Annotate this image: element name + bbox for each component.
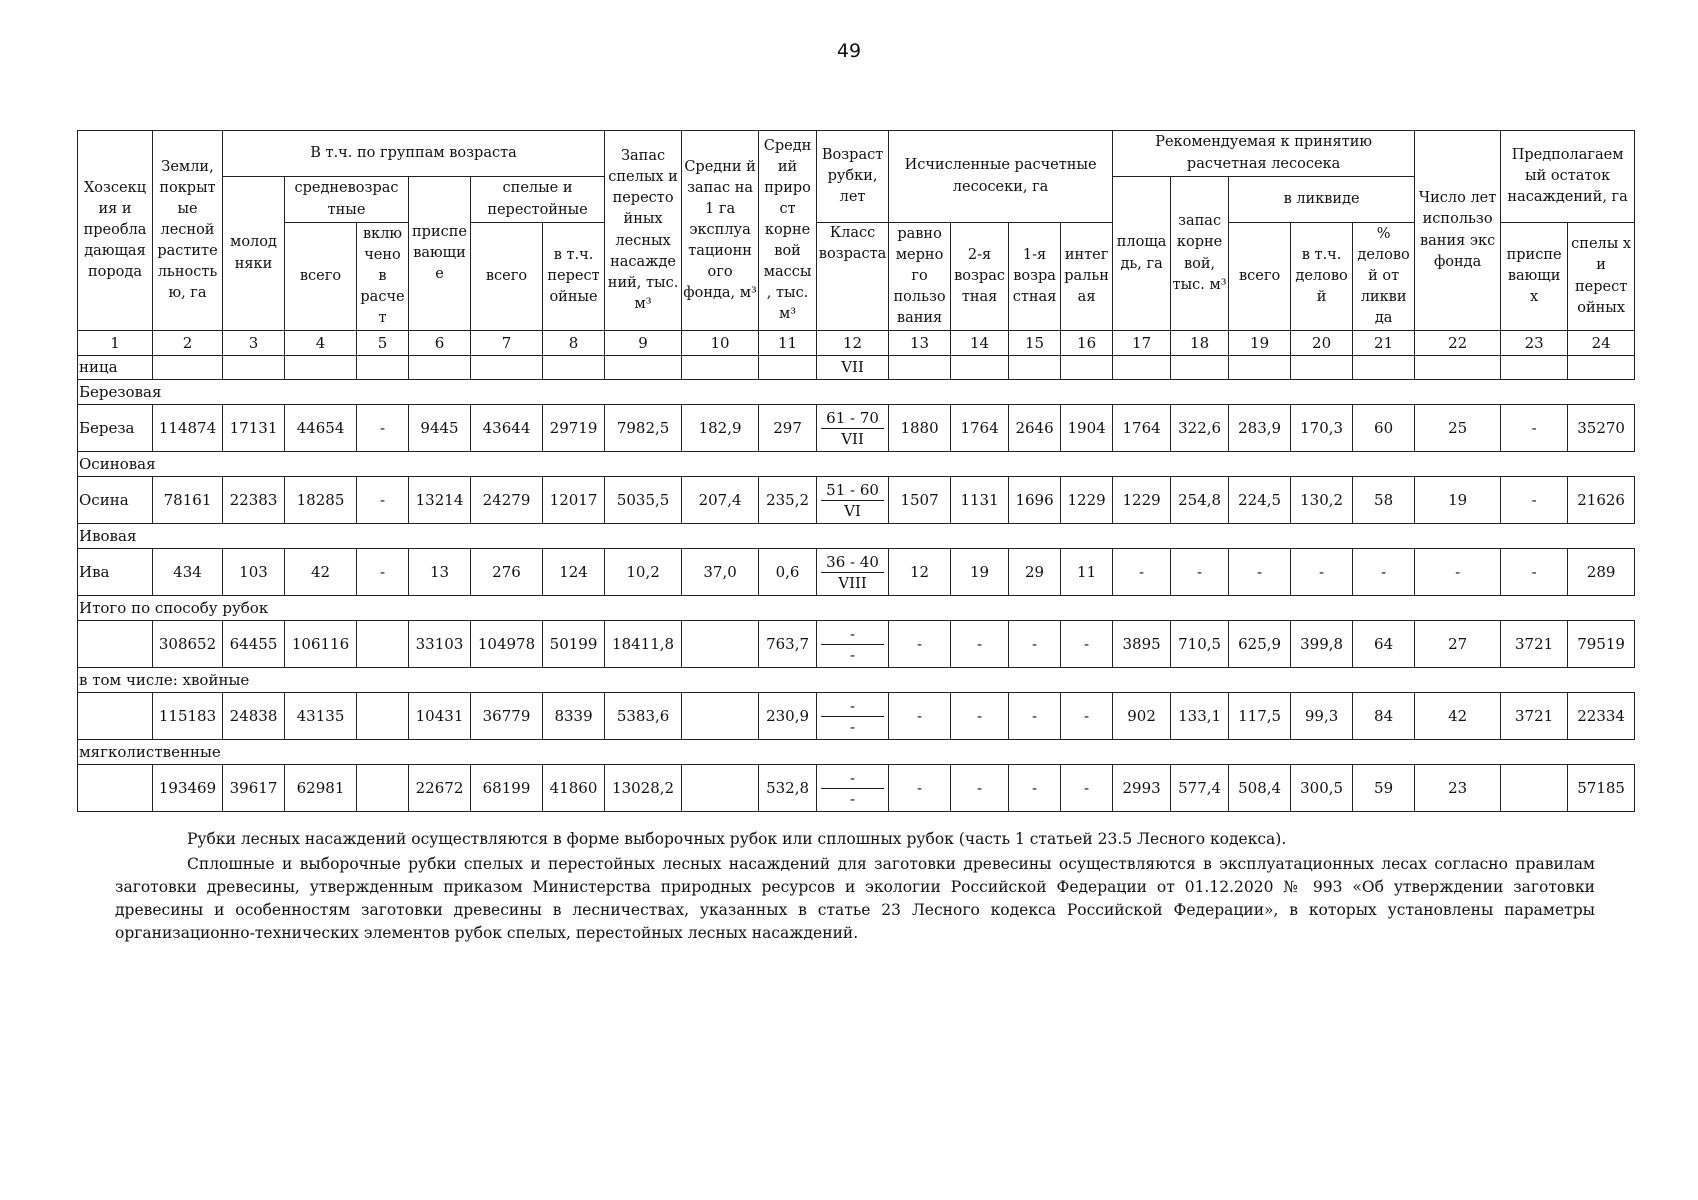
table-cell: 62981: [285, 765, 357, 812]
table-cell: 24838: [223, 693, 285, 740]
table-row: [78, 405, 1635, 452]
table-cell: 57185: [1568, 765, 1635, 812]
header-rem-ripe: спелы х и перест ойных: [1568, 223, 1635, 331]
age-class: VI: [844, 501, 861, 520]
table-cell: 297: [759, 405, 817, 452]
column-number: 6: [409, 331, 471, 356]
column-number: 9: [605, 331, 682, 356]
table-cell: -: [1061, 621, 1113, 668]
table-cell: 230,9: [759, 693, 817, 740]
table-cell: 44654: [285, 405, 357, 452]
header-maturing: приспе вающи е: [409, 177, 471, 331]
header-business: в т.ч. делово й: [1291, 223, 1353, 331]
table-cell: 625,9: [1229, 621, 1291, 668]
row-label: [78, 693, 153, 740]
table-cell: -: [1171, 549, 1229, 596]
table-cell: 1904: [1061, 405, 1113, 452]
table-cell: -: [1009, 693, 1061, 740]
table-cell: -: [1061, 693, 1113, 740]
table-cell: 22672: [409, 765, 471, 812]
section-row: [78, 452, 1635, 477]
section-label: Осиновая: [78, 452, 357, 477]
column-number: 2: [153, 331, 223, 356]
column-number: 23: [1501, 331, 1568, 356]
table-cell: 308652: [153, 621, 223, 668]
table-cell: 33103: [409, 621, 471, 668]
table-cell: 42: [1415, 693, 1501, 740]
cutting-age-cell: [817, 621, 889, 668]
table-cell: 12: [889, 549, 951, 596]
column-number: 19: [1229, 331, 1291, 356]
table-cell: 59: [1353, 765, 1415, 812]
row-label: Осина: [78, 477, 153, 524]
table-cell: 13: [409, 549, 471, 596]
age-class: -: [850, 717, 856, 736]
row-label: ница: [78, 356, 153, 380]
cutting-age: -: [821, 696, 884, 717]
table-cell: -: [357, 477, 409, 524]
table-cell: 43135: [285, 693, 357, 740]
header-remaining: Предполагаем ый остаток насаждений, га: [1501, 131, 1635, 223]
table-cell: 37,0: [682, 549, 759, 596]
table-cell: 103: [223, 549, 285, 596]
section-row: [78, 668, 1635, 693]
table-row: [78, 621, 1635, 668]
cutting-age: -: [821, 768, 884, 789]
table-cell: 532,8: [759, 765, 817, 812]
table-cell: 117,5: [1229, 693, 1291, 740]
table-cell: 182,9: [682, 405, 759, 452]
table-cell: 3721: [1501, 621, 1568, 668]
header-cutting-age: Возраст рубки, лет: [817, 131, 889, 223]
table-cell: 84: [1353, 693, 1415, 740]
table-cell: [357, 765, 409, 812]
table-cell: -: [357, 549, 409, 596]
table-cell: 25: [1415, 405, 1501, 452]
age-class: VIII: [838, 573, 867, 592]
column-number: 21: [1353, 331, 1415, 356]
table-cell: -: [951, 621, 1009, 668]
table-row: [78, 765, 1635, 812]
table-cell: -: [951, 765, 1009, 812]
table-cell: 283,9: [1229, 405, 1291, 452]
table-cell: 10431: [409, 693, 471, 740]
table-cell: 224,5: [1229, 477, 1291, 524]
table-cell: 39617: [223, 765, 285, 812]
header-mid-total: всего: [285, 223, 357, 331]
table-cell: 577,4: [1171, 765, 1229, 812]
column-number: 16: [1061, 331, 1113, 356]
table-cell: 11: [1061, 549, 1113, 596]
row-label: Ива: [78, 549, 153, 596]
table-cell: 1880: [889, 405, 951, 452]
table-cell: 289: [1568, 549, 1635, 596]
cutting-age: 36 - 40: [821, 552, 884, 573]
table-cell: 18285: [285, 477, 357, 524]
column-number: 7: [471, 331, 543, 356]
paragraph-cutting-forms: Рубки лесных насаждений осуществляются в форме выборочных рубок или сплошных рубок (часть 1 статьей 23.5 Лесного кодекса).: [187, 830, 1287, 848]
table-cell: 64: [1353, 621, 1415, 668]
table-cell: -: [1061, 765, 1113, 812]
table-cell: [682, 693, 759, 740]
age-class: VII: [841, 429, 864, 448]
column-number: 8: [543, 331, 605, 356]
table-cell: -: [357, 405, 409, 452]
row-label: Береза: [78, 405, 153, 452]
column-number: 15: [1009, 331, 1061, 356]
table-cell: 104978: [471, 621, 543, 668]
page-number: 49: [836, 40, 862, 62]
table-cell: 322,6: [1171, 405, 1229, 452]
column-number: 4: [285, 331, 357, 356]
header-area: площа дь, га: [1113, 177, 1171, 331]
header-rem-maturing: приспе вающи х: [1501, 223, 1568, 331]
column-number-row: [78, 331, 1635, 356]
header-young: молод няки: [223, 177, 285, 331]
table-cell: 1764: [1113, 405, 1171, 452]
header-ripe-total: всего: [471, 223, 543, 331]
table-cell: 710,5: [1171, 621, 1229, 668]
table-cell: 41860: [543, 765, 605, 812]
table-cell: -: [1353, 549, 1415, 596]
section-label: мягколиственные: [78, 740, 357, 765]
table-cell: 78161: [153, 477, 223, 524]
table-cell: -: [1291, 549, 1353, 596]
table-cell: 508,4: [1229, 765, 1291, 812]
cutting-age-cell: [817, 765, 889, 812]
table-cell: 2646: [1009, 405, 1061, 452]
table-cell: 1764: [951, 405, 1009, 452]
header-root-stock: запас корне вой, тыс. м³: [1171, 177, 1229, 331]
table-cell: 133,1: [1171, 693, 1229, 740]
table-cell: 207,4: [682, 477, 759, 524]
cutting-age-cell: [817, 549, 889, 596]
header-avg-stock: Средни й запас на 1 га эксплуа тационн ого фонда, м³: [682, 131, 759, 331]
row-label: [78, 621, 153, 668]
cutting-age-cell: [817, 693, 889, 740]
table-cell: [357, 693, 409, 740]
table-cell: 29719: [543, 405, 605, 452]
table-cell: 13028,2: [605, 765, 682, 812]
column-number: 11: [759, 331, 817, 356]
table-cell: -: [889, 621, 951, 668]
cutting-age-cell: [817, 477, 889, 524]
table-cell: 763,7: [759, 621, 817, 668]
table-cell: 22334: [1568, 693, 1635, 740]
table-cell: 1696: [1009, 477, 1061, 524]
table-cell: -: [1501, 549, 1568, 596]
header-uniform: равно мерно го пользо вания: [889, 223, 951, 331]
header-liquid: в ликвиде: [1229, 177, 1415, 223]
table-cell: 7982,5: [605, 405, 682, 452]
cutting-age: 61 - 70: [821, 408, 884, 429]
table-cell: 193469: [153, 765, 223, 812]
column-number: 24: [1568, 331, 1635, 356]
table-cell: 19: [1415, 477, 1501, 524]
header-calculated-areas: Исчисленные расчетные лесосеки, га: [889, 131, 1113, 223]
table-cell: 115183: [153, 693, 223, 740]
table-cell: 12017: [543, 477, 605, 524]
table-cell: -: [889, 693, 951, 740]
age-class: -: [850, 789, 856, 808]
table-cell: 50199: [543, 621, 605, 668]
table-cell: 13214: [409, 477, 471, 524]
table-cell: 254,8: [1171, 477, 1229, 524]
header-business-pct: % делово й от ликви да: [1353, 223, 1415, 331]
column-number: 17: [1113, 331, 1171, 356]
header-avg-growth: Средн ий приро ст корне вой массы , тыс. м³: [759, 131, 817, 331]
table-cell: 68199: [471, 765, 543, 812]
table-cell: 235,2: [759, 477, 817, 524]
column-number: 14: [951, 331, 1009, 356]
column-number: 5: [357, 331, 409, 356]
column-number: 22: [1415, 331, 1501, 356]
table-cell: 0,6: [759, 549, 817, 596]
table-row: [78, 549, 1635, 596]
table-cell: 124: [543, 549, 605, 596]
column-number: 12: [817, 331, 889, 356]
paragraph-cutting-rules: Сплошные и выборочные рубки спелых и перестойных лесных насаждений для заготовки древесины осуществляются в эксплуатационных лесах согласно правилам заготовки древесины, утвержденным приказом Министерства природных ресурсов и экологии Российской Федерации от 01.12.2020 № 993 «Об утверждении заготовки древесины и особенностям заготовки древесины в лесничествах, указанных в статье 23 Лесного кодекса Российской Федерации», в которых установлены параметры организационно-технических элементов рубок спелых, перестойных лесных насаждений.: [115, 855, 1595, 942]
cutting-age: 51 - 60: [821, 480, 884, 501]
cutting-age: -: [821, 624, 884, 645]
table-cell: 8339: [543, 693, 605, 740]
table-cell: 43644: [471, 405, 543, 452]
table-cell: 64455: [223, 621, 285, 668]
section-row: [78, 740, 1635, 765]
table-cell: -: [1229, 549, 1291, 596]
column-number: 1: [78, 331, 153, 356]
table-cell: 3721: [1501, 693, 1568, 740]
table-cell: 1229: [1061, 477, 1113, 524]
section-row: [78, 524, 1635, 549]
table-cell: 35270: [1568, 405, 1635, 452]
table-cell: [682, 765, 759, 812]
section-label: Березовая: [78, 380, 357, 405]
table-cell: 130,2: [1291, 477, 1353, 524]
header-ripe-stock: Запас спелых и пересто йных лесных насажде ний, тыс. м³: [605, 131, 682, 331]
table-cell: 5035,5: [605, 477, 682, 524]
table-cell: 18411,8: [605, 621, 682, 668]
table-cell: 24279: [471, 477, 543, 524]
table-row-nitsa: [78, 356, 1635, 380]
table-cell: 23: [1415, 765, 1501, 812]
table-cell: -: [1415, 549, 1501, 596]
header-liquid-total: всего: [1229, 223, 1291, 331]
table-cell: 1131: [951, 477, 1009, 524]
header-ripe: спелые и перестойные: [471, 177, 605, 223]
table-cell: [1501, 765, 1568, 812]
header-forest-land: Земли, покрыт ые лесной растите льность ю, га: [153, 131, 223, 331]
section-label: Итого по способу рубок: [78, 596, 357, 621]
table-cell: 399,8: [1291, 621, 1353, 668]
table-cell: -: [951, 693, 1009, 740]
table-cell: 9445: [409, 405, 471, 452]
table-cell: 114874: [153, 405, 223, 452]
cutting-age-cell: [817, 405, 889, 452]
section-row: [78, 596, 1635, 621]
table-cell: -: [1501, 477, 1568, 524]
age-class: -: [850, 645, 856, 664]
table-cell: 42: [285, 549, 357, 596]
table-cell: -: [1501, 405, 1568, 452]
table-cell: 5383,6: [605, 693, 682, 740]
header-farm-section: Хозсекц ия и преобла дающая порода: [78, 131, 153, 331]
header-age-class: Класс возраста: [817, 223, 889, 331]
table-cell: 3895: [1113, 621, 1171, 668]
table-cell: [357, 621, 409, 668]
header-years-use: Число лет использо вания экс фонда: [1415, 131, 1501, 331]
table-cell: 2993: [1113, 765, 1171, 812]
column-number: 10: [682, 331, 759, 356]
header-second-age: 2-я возрас тная: [951, 223, 1009, 331]
table-cell: 1229: [1113, 477, 1171, 524]
table-cell: 58: [1353, 477, 1415, 524]
table-cell: 29: [1009, 549, 1061, 596]
table-row: [78, 477, 1635, 524]
table-cell: -: [1009, 621, 1061, 668]
header-mid-included: вклю чено в расче т: [357, 223, 409, 331]
section-row: [78, 380, 1635, 405]
header-integral: интег ральн ая: [1061, 223, 1113, 331]
table-cell: 10,2: [605, 549, 682, 596]
table-cell: 99,3: [1291, 693, 1353, 740]
column-number: 20: [1291, 331, 1353, 356]
table-cell: 300,5: [1291, 765, 1353, 812]
column-number: 13: [889, 331, 951, 356]
header-age-groups: В т.ч. по группам возраста: [223, 131, 605, 177]
section-label: в том числе: хвойные: [78, 668, 357, 693]
table-cell: 434: [153, 549, 223, 596]
table-cell: -: [889, 765, 951, 812]
table-cell: 1507: [889, 477, 951, 524]
table-cell: 19: [951, 549, 1009, 596]
header-overripe: в т.ч. перест ойные: [543, 223, 605, 331]
column-number: 3: [223, 331, 285, 356]
table-row: [78, 693, 1635, 740]
table-cell: 60: [1353, 405, 1415, 452]
row-label: [78, 765, 153, 812]
table-cell: 36779: [471, 693, 543, 740]
table-cell: 276: [471, 549, 543, 596]
column-number: 18: [1171, 331, 1229, 356]
header-recommended: Рекомендуемая к принятию расчетная лесосека: [1113, 131, 1415, 177]
header-first-age: 1-я возра стная: [1009, 223, 1061, 331]
header-mid-age: средневозрас тные: [285, 177, 409, 223]
cutting-area-table: [77, 130, 1635, 812]
table-cell: 79519: [1568, 621, 1635, 668]
table-cell: 902: [1113, 693, 1171, 740]
table-cell: 27: [1415, 621, 1501, 668]
table-cell: 22383: [223, 477, 285, 524]
table-cell: -: [1113, 549, 1171, 596]
table-cell: 21626: [1568, 477, 1635, 524]
age-class-cell: VII: [817, 356, 889, 380]
table-cell: 106116: [285, 621, 357, 668]
table-cell: 17131: [223, 405, 285, 452]
section-label: Ивовая: [78, 524, 357, 549]
table-cell: [682, 621, 759, 668]
table-cell: 170,3: [1291, 405, 1353, 452]
table-cell: -: [1009, 765, 1061, 812]
